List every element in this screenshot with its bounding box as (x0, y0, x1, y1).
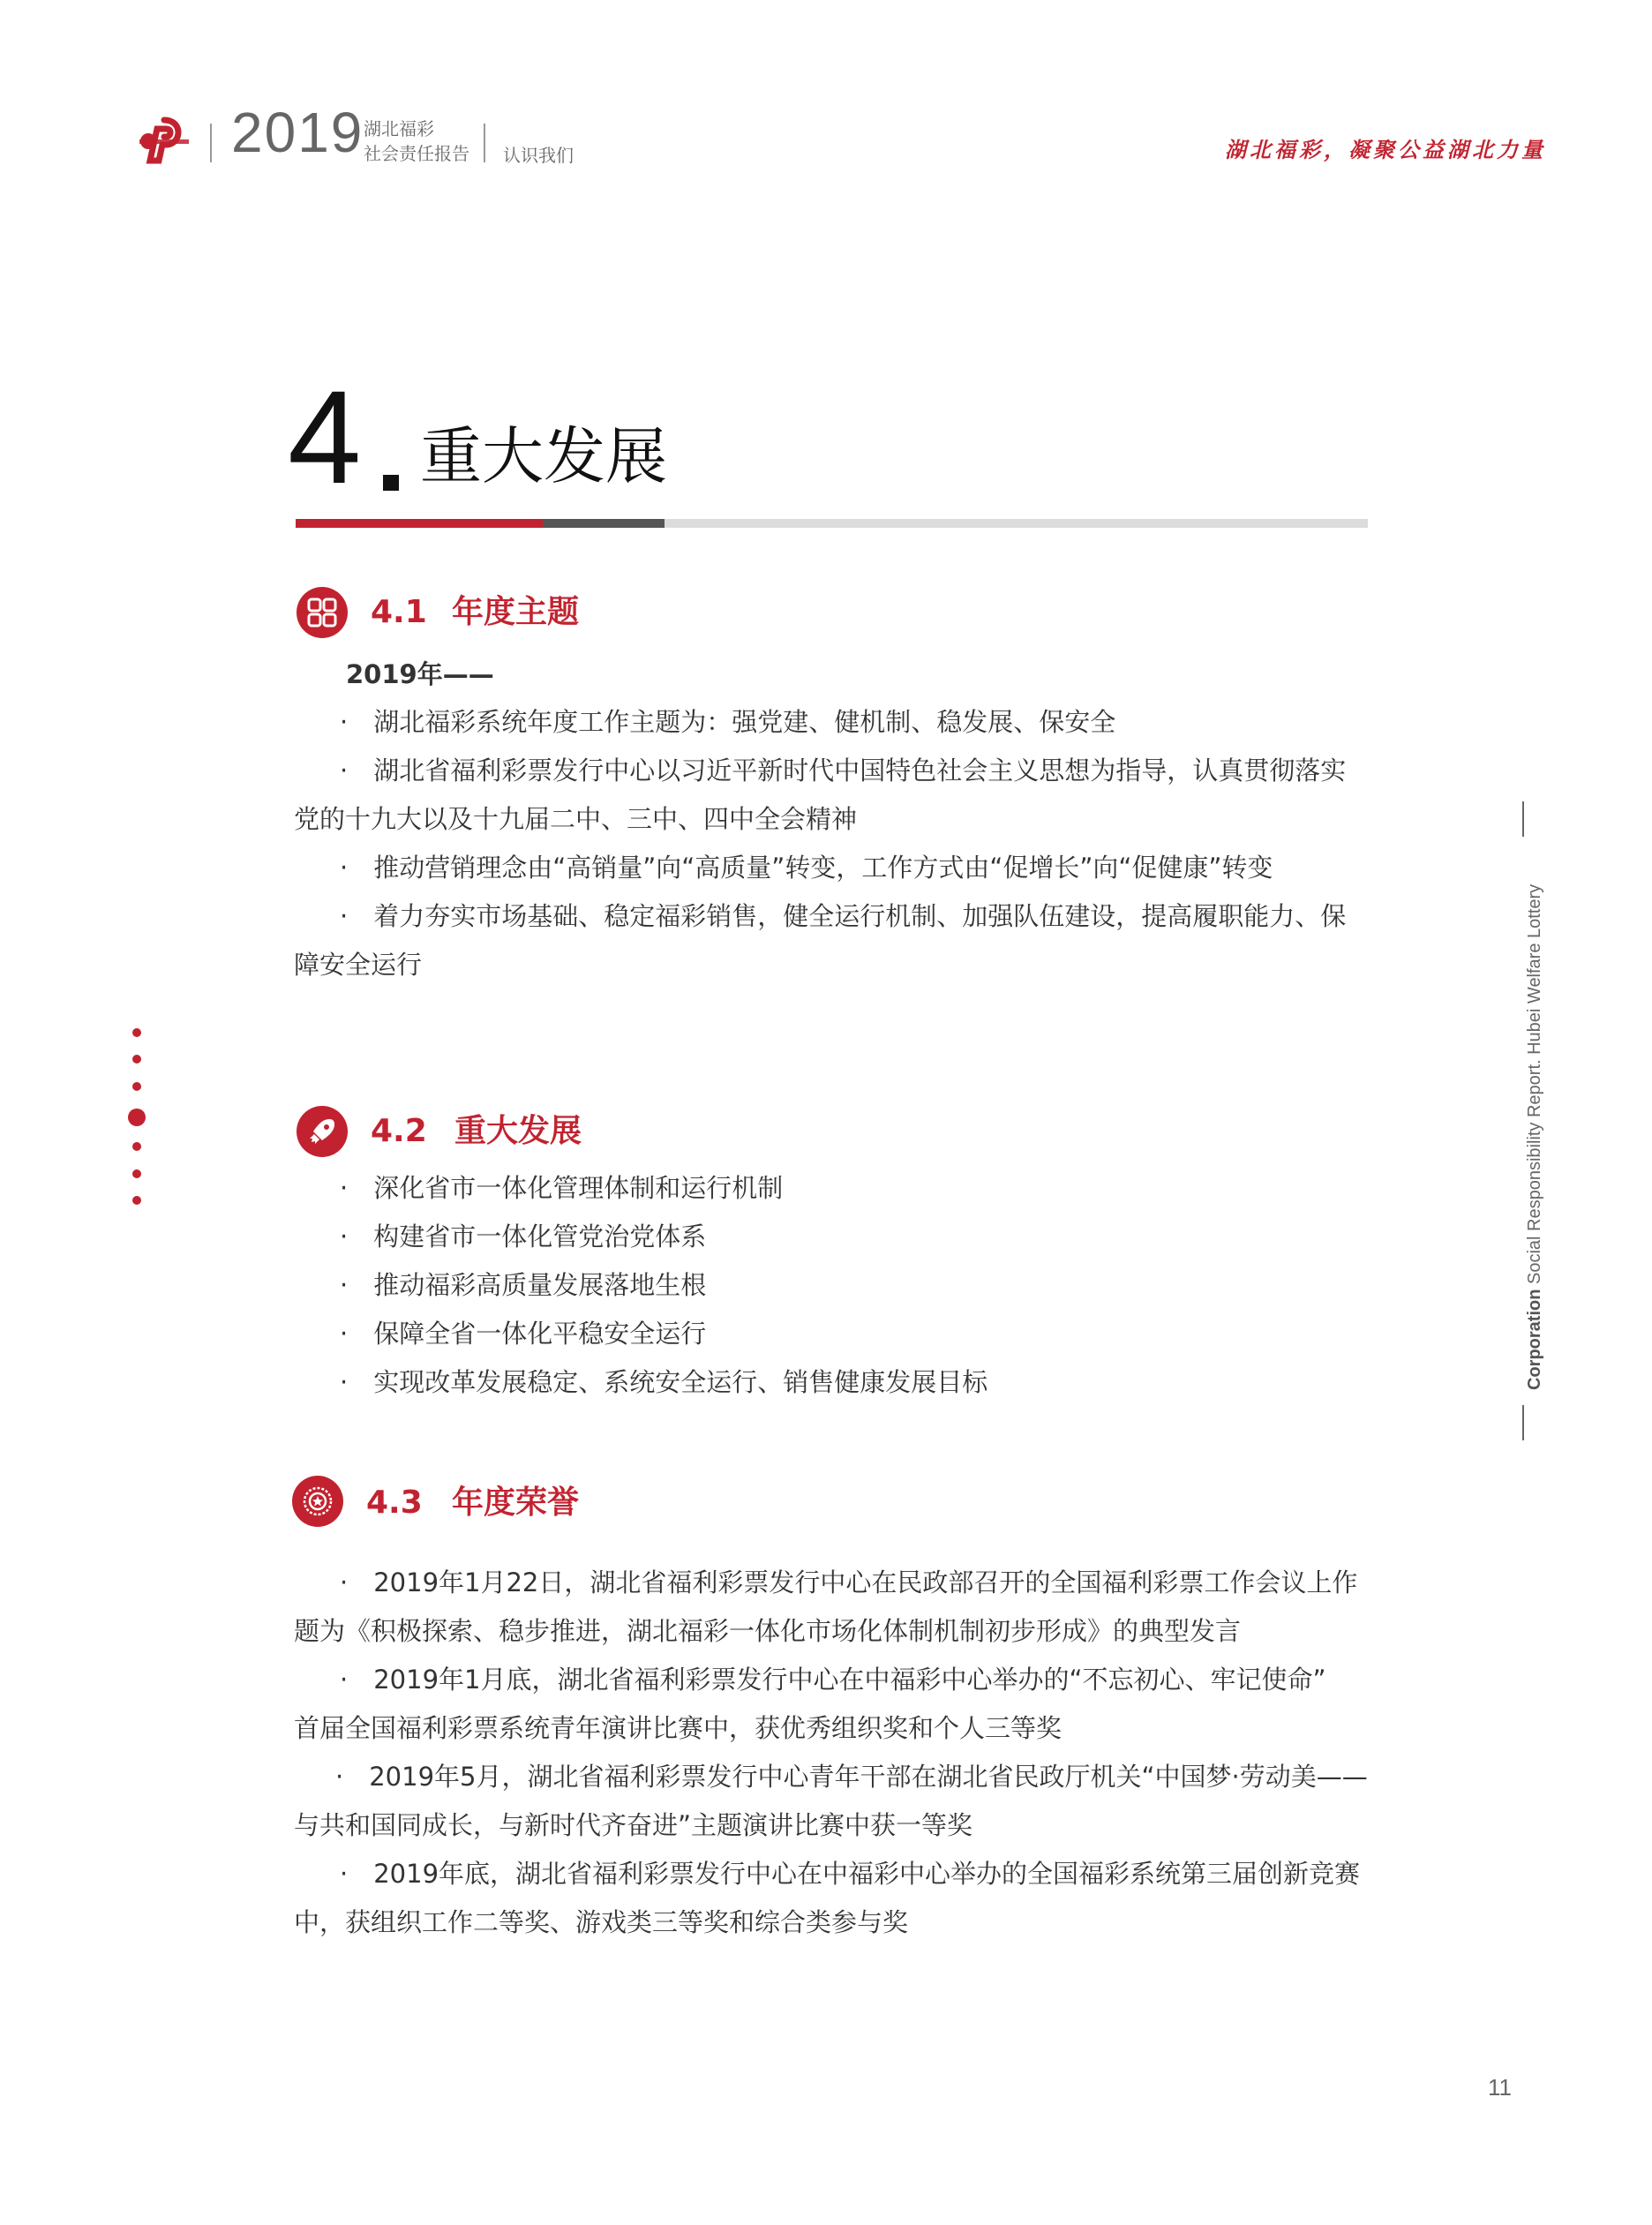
list-item: · 构建省市一体化管党治党体系 (340, 1221, 707, 1252)
side-dot (132, 1028, 141, 1037)
section-4-1-title: 年度主题 (452, 594, 580, 630)
side-dot (132, 1055, 141, 1064)
header-slogan: 湖北福彩，凝聚公益湖北力量 (1225, 137, 1546, 162)
page-number: 11 (1488, 2074, 1512, 2101)
side-dot (132, 1082, 141, 1091)
side-dot (132, 1196, 141, 1205)
list-item: · 保障全省一体化平稳安全运行 (340, 1319, 707, 1349)
medal-icon (292, 1476, 343, 1527)
chapter-number: 4 (288, 363, 362, 511)
sidebar-text-bold: Corporation (1525, 1289, 1544, 1390)
welfare-lottery-logo (138, 117, 191, 166)
list-item: · 2019年1月22日，湖北省福利彩票发行中心在民政部召开的全国福利彩票工作会议上作 (340, 1567, 1358, 1597)
chapter-rule-dark (543, 519, 665, 528)
sidebar-rule-top (1522, 801, 1524, 837)
chapter-rule-grey (665, 519, 1368, 528)
breadcrumb-divider (484, 124, 485, 162)
list-item: · 深化省市一体化管理体制和运行机制 (340, 1173, 784, 1203)
rocket-icon (297, 1106, 348, 1157)
list-item-continued: 障安全运行 (294, 950, 423, 980)
grid-icon (297, 587, 348, 638)
list-item-continued: 党的十九大以及十九届二中、三中、四中全会精神 (294, 804, 858, 834)
list-item: · 推动营销理念由“高销量”向“高质量”转变，工作方式由“促增长”向“促健康”转变 (340, 853, 1273, 883)
list-item: · 2019年底，湖北省福利彩票发行中心在中福彩中心举办的全国福彩系统第三届创新竞赛 (340, 1859, 1361, 1889)
side-dot-active (128, 1109, 146, 1126)
list-item-continued: 中，获组织工作二等奖、游戏类三等奖和综合类参与奖 (294, 1907, 909, 1937)
list-item-continued: 题为《积极探索、稳步推进，湖北福彩一体化市场化体制机制初步形成》的典型发言 (294, 1616, 1242, 1646)
report-year: 2019 (231, 101, 364, 164)
side-dot (132, 1142, 141, 1151)
report-name-line1: 湖北福彩 (364, 118, 434, 139)
breadcrumb: 认识我们 (503, 145, 574, 166)
list-item-continued: 与共和国同成长，与新时代齐奋进”主题演讲比赛中获一等奖 (294, 1810, 973, 1840)
list-item: · 推动福彩高质量发展落地生根 (340, 1270, 707, 1300)
section-4-3-title: 年度荣誉 (452, 1485, 580, 1521)
list-item: · 2019年1月底，湖北省福利彩票发行中心在中福彩中心举办的“不忘初心、牢记使命” (340, 1665, 1326, 1695)
sidebar-report-title (1525, 884, 1545, 1390)
report-name (364, 117, 469, 166)
section-4-2-title: 重大发展 (454, 1113, 582, 1149)
header-divider (210, 124, 212, 162)
year-label: 2019年—— (346, 659, 494, 689)
section-4-1-number: 4.1 (371, 594, 427, 630)
chapter-title: 重大发展 (420, 420, 667, 492)
side-dot (132, 1169, 141, 1178)
section-4-3-number: 4.3 (366, 1485, 423, 1521)
chapter-rule-red (296, 519, 543, 528)
list-item-continued: 首届全国福利彩票系统青年演讲比赛中，获优秀组织奖和个人三等奖 (294, 1713, 1063, 1743)
list-item: · 2019年5月，湖北省福利彩票发行中心青年干部在湖北省民政厅机关“中国梦·劳动美—— (335, 1762, 1368, 1792)
list-item: · 湖北福彩系统年度工作主题为：强党建、健机制、稳发展、保安全 (340, 707, 1116, 737)
list-item: · 实现改革发展稳定、系统安全运行、销售健康发展目标 (340, 1367, 988, 1397)
section-4-2-number: 4.2 (371, 1113, 427, 1149)
chapter-number-dot (383, 475, 399, 491)
list-item: · 着力夯实市场基础、稳定福彩销售，健全运行机制、加强队伍建设，提高履职能力、保 (340, 901, 1347, 931)
report-name-line2: 社会责任报告 (364, 143, 469, 164)
list-item: · 湖北省福利彩票发行中心以习近平新时代中国特色社会主义思想为指导，认真贯彻落实 (340, 755, 1347, 786)
sidebar-text-rest: Social Responsibility Report. Hubei Welfare Lottery (1525, 883, 1544, 1289)
sidebar-rule-bottom (1522, 1405, 1524, 1440)
